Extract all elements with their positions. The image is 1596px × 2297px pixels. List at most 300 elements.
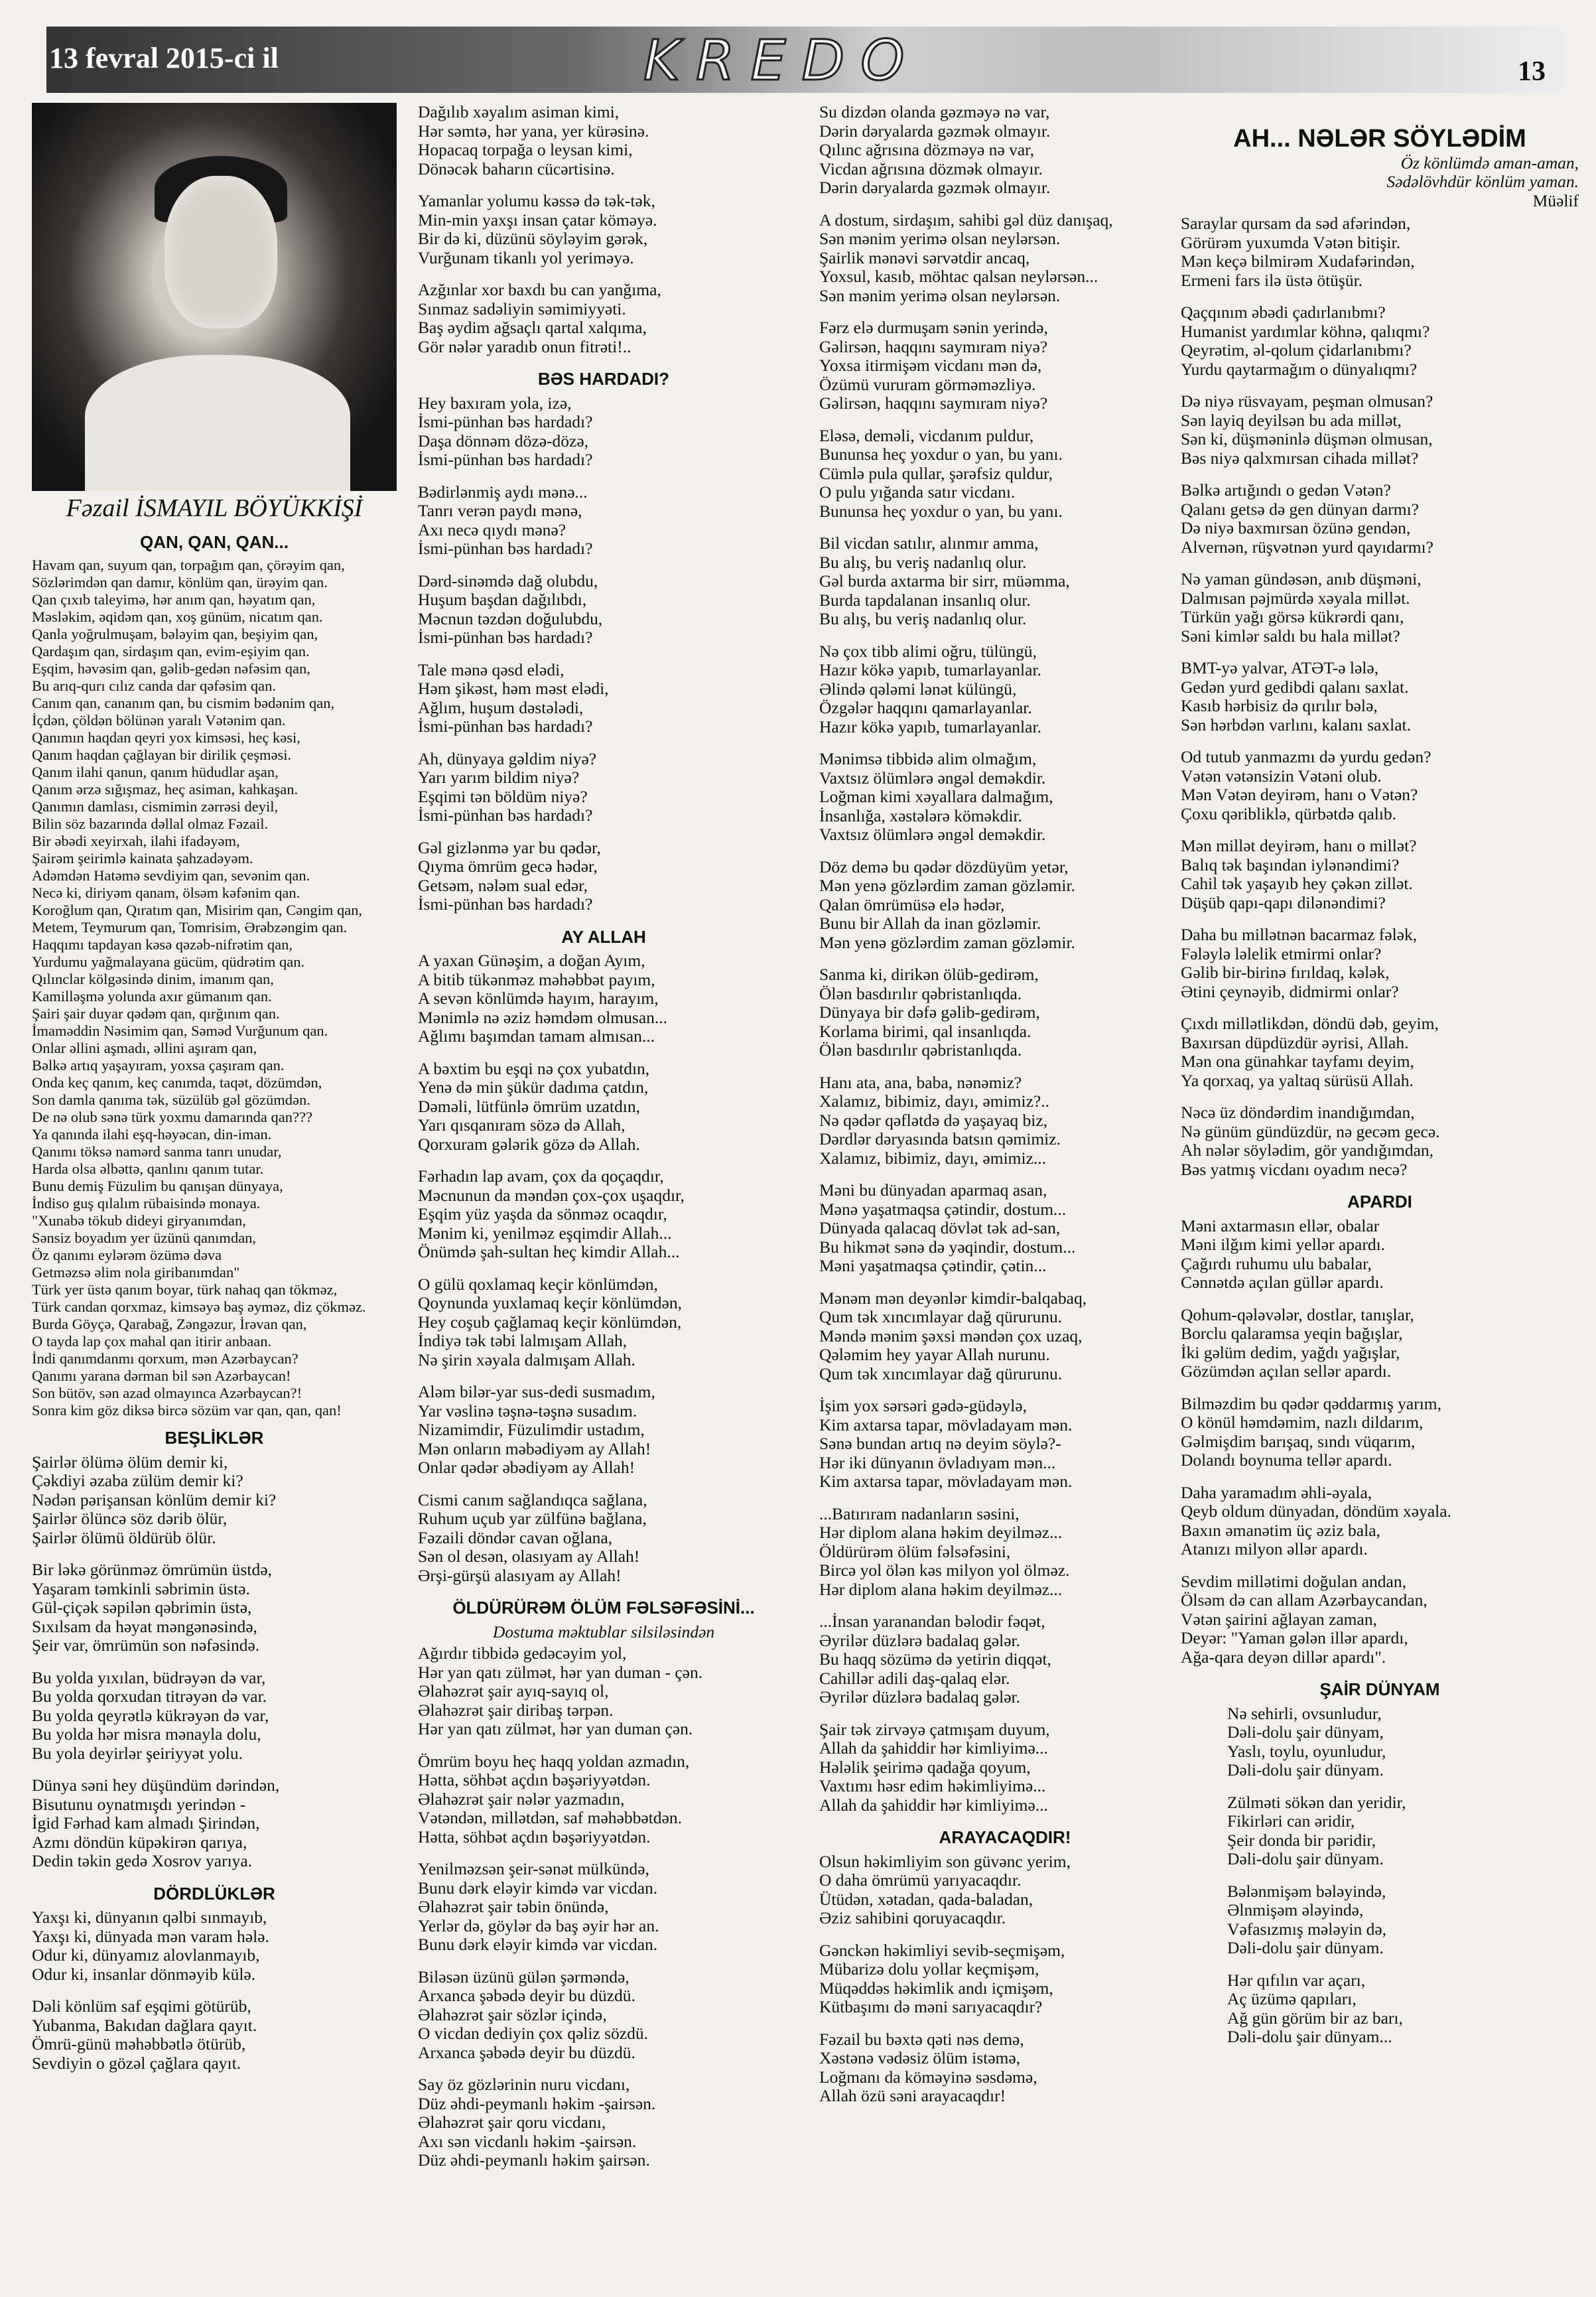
poem-line: Sanma ki, dirikən ölüb-gedirəm,	[819, 965, 1039, 984]
poem-stanza	[418, 1275, 789, 1370]
poem-line: Sonra kim göz diksə bircə sözüm var qan, qan, qan!	[32, 1402, 342, 1419]
poem-line: Cümlə pula qullar, şərəfsiz quldur,	[819, 463, 1053, 483]
poem-line: Düz əhdi-peymanlı həkim -şairsən.	[418, 2093, 656, 2113]
poem-body	[819, 1852, 1191, 2106]
poem-line: Necə ki, diriyəm qanam, ölsəm kəfənim qan.	[32, 884, 300, 901]
poem-stanza	[819, 1612, 1191, 1707]
poem-line: Vətəndən, millətdən, saf məhəbbətdən.	[418, 1808, 682, 1827]
poem-stanza	[1181, 392, 1579, 468]
poem-line: Bu yolda yıxılan, büdrəyən də var,	[32, 1667, 266, 1687]
poem-body	[418, 1644, 789, 2170]
poem-line: Yerlər də, göylər də baş əyir hər an.	[418, 1915, 659, 1935]
poem-line: Mənə yaşatmaqsa çətindir, dostum...	[819, 1199, 1067, 1219]
poem-line: Qum tək xıncımlayar dağ qürurunu.	[819, 1363, 1063, 1383]
poem-body	[418, 394, 789, 914]
poem-line: İsmi-pünhan bəs hardadı?	[418, 412, 593, 431]
poem-line: Balıq tək başından iylənəndimi?	[1181, 855, 1400, 874]
poem-line: Fəzail bu bəxtə qəti nəs demə,	[819, 2029, 1024, 2049]
poem-line: Ah, dünyaya gəldim niyə?	[418, 748, 597, 768]
poem-line: Bunu dərk eləyir kimdə var vicdan.	[418, 1878, 658, 1898]
poem-line: Də niyə rüsvayam, peşman olmusan?	[1181, 391, 1433, 411]
poem-line: Yenə də min şükür dadıma çatdın,	[418, 1078, 649, 1097]
poem-line: Sən ol desən, olasıyam ay Allah!	[418, 1547, 640, 1566]
page-number: 13	[1518, 56, 1546, 87]
poem-line: Xalamız, bibimiz, dayı, əmimiz?..	[819, 1091, 1049, 1111]
poem-line: Nə qədər qəflətdə də yaşayaq biz,	[819, 1110, 1048, 1130]
poem-line: "Xunabə tökub dideyi giryanımdan,	[32, 1212, 246, 1229]
poem-stanza	[418, 1968, 789, 2063]
poem-line: Bir əbədi xeyirxah, ilahi ifadəyəm,	[32, 833, 240, 849]
poem-stanza	[819, 103, 1191, 198]
poem-line: Say öz gözlərinin nuru vicdanı,	[418, 2075, 630, 2094]
poem-body	[1181, 1217, 1579, 1667]
poem-line: Yaxşı ki, dünyanın qəlbi sınmayıb,	[32, 1908, 267, 1927]
poem-line: Bilməzdim bu qədər qəddarmış yarım,	[1181, 1393, 1442, 1413]
poem-stanza	[819, 750, 1191, 845]
poem-line: Aç üzümə qapıları,	[1227, 1989, 1357, 2008]
poem-line: Yenilməzsən şeir-sənət mülkündə,	[418, 1859, 649, 1878]
poem-body	[32, 557, 397, 1419]
poem-line: İçdən, çöldən bölünən yaralı Vətənim qan.	[32, 712, 286, 729]
poem-line: Son damla qanıma tək, süzülüb gəl gözümdən.	[32, 1091, 310, 1108]
poem-line: Dünyaya bir dəfə gəlib-gedirəm,	[819, 1003, 1040, 1022]
poem-line: Həm şikəst, həm məst elədi,	[418, 679, 609, 698]
poem-stanza	[1181, 303, 1579, 379]
poem-line: Dərin dəryalarda gəzmək olmayır.	[819, 178, 1051, 197]
poem-line: Vaxtsız ölümlərə əngəl deməkdir.	[819, 768, 1046, 788]
poem-line: Sən hərbdən varlını, kalanı saxlat.	[1181, 715, 1411, 734]
newspaper-brand: KREDO	[643, 28, 921, 93]
poem-stanza	[819, 1181, 1191, 1276]
poem-line: O tayda lap çox mahal qan itirir anbaan.	[32, 1333, 272, 1350]
poem-line: A bəxtim bu eşqi nə çox yubatdın,	[418, 1058, 650, 1078]
poem-line: Məsləkim, əqidəm qan, xoş günüm, nicatım qan.	[32, 608, 323, 625]
poem-line: Gənckən həkimliyi sevib-seçmişəm,	[819, 1940, 1065, 1960]
poem-line: Qoynunda yuxlamaq keçir könlümdən,	[418, 1293, 682, 1312]
poem-line: Loğman kimi xəyallara dalmağım,	[819, 787, 1053, 806]
poem-line: Gəlib bir-birinə fırıldaq, kələk,	[1181, 963, 1390, 982]
poem-line: Şeir var, ömrümün son nəfəsində.	[32, 1636, 260, 1655]
column-2	[418, 103, 789, 2184]
poem-line: Bu haqq sözümə də yetirin diqqət,	[819, 1649, 1051, 1669]
poem-line: İki gəlüm dedim, yağdı yağışlar,	[1181, 1342, 1400, 1362]
poem-stanza	[418, 1644, 789, 1739]
poem-stanza	[418, 483, 789, 559]
poem-stanza	[819, 1720, 1191, 1815]
poem-line: Yoxsa itirmişəm vicdanı mən də,	[819, 356, 1042, 375]
poem-line: Ya qorxaq, ya yaltaq sürüsü Allah.	[1181, 1070, 1414, 1090]
poem-line: Özgələr haqqını qamarlayanlar.	[819, 698, 1032, 717]
poem-line: O gülü qoxlamaq keçir könlümdən,	[418, 1274, 658, 1294]
poem-line: Metem, Teymurum qan, Tomrisim, Ərəbzəngim qan.	[32, 919, 348, 936]
poem-line: Haqqımı tapdayan kəsə qəzəb-nifrətim qan,	[32, 936, 293, 953]
poem-line: Bu yolda hər misra mənayla dolu,	[32, 1724, 261, 1744]
poem-line: İndiyə tək təbi lalmışam Allah,	[418, 1331, 628, 1350]
poem-line: Qılınc ağrısına dözməyə nə var,	[819, 140, 1034, 159]
poem-line: Tale mənə qəsd elədi,	[418, 660, 565, 679]
column-1	[32, 103, 397, 2086]
poem-line: İnsanlığa, xəstələrə köməkdir.	[819, 805, 1022, 825]
poem-line: Qanım ilahi qanun, qanım hüdudlar aşan,	[32, 764, 279, 780]
poem-stanza	[418, 1860, 789, 1955]
poem-line: Görürəm yuxumda Vətən bitişir.	[1181, 232, 1400, 252]
poem-line: Ağlımı başımdan tamam almısan...	[418, 1026, 655, 1046]
poem-line: Adəmdən Hatəmə sevdiyim qan, sevənim qan.	[32, 867, 310, 884]
poem-stanza	[819, 427, 1191, 522]
poem-line: Mən onların məbədiyəm ay Allah!	[418, 1438, 651, 1458]
poem-line: Mən keçə bilmirəm Xudafərindən,	[1181, 251, 1415, 271]
poem-title: ARAYACAQDIR!	[939, 1827, 1071, 1847]
photo-shirt	[85, 355, 350, 491]
poem-line: Sıxılsam da həyat məngənəsində,	[32, 1616, 257, 1636]
poem-line: Dedin təkin gedə Xosrov yarıya.	[32, 1851, 253, 1870]
poem-line: Getməzsə əlim nola giribanımdan"	[32, 1264, 240, 1281]
poem-stanza	[1181, 570, 1579, 646]
poem-line: Əyrilər düzlərə badalaq gələr.	[819, 1687, 1021, 1706]
poem-line: Cismi canım sağlandıqca sağlana,	[418, 1490, 647, 1509]
poem-line: Qanımın damlası, cismimin zərrəsi deyil,	[32, 798, 279, 815]
poem-line: Aləm bilər-yar sus-dedi susmadım,	[418, 1382, 655, 1401]
poem-line: Çıxdı millətlikdən, döndü dəb, geyim,	[1181, 1014, 1439, 1033]
poem-line: Bəlkə artıq yaşayıram, yoxsa çaşıram qan.	[32, 1057, 285, 1074]
poem-line: İsmi-pünhan bəs hardadı?	[418, 628, 593, 647]
poem-line: Şairlik mənəvi sərvətdir ancaq,	[819, 247, 1030, 267]
poem-line: Saraylar qursam da səd afərindən,	[1181, 214, 1411, 233]
poem-line: Dəli könlüm saf eşqimi götürüb,	[32, 1996, 251, 2016]
poem-line: Burda Göyçə, Qarabağ, Zəngəzur, İrəvan qan,	[32, 1316, 307, 1332]
poem-line: Eləsə, deməli, vicdanım puldur,	[819, 425, 1034, 445]
poem-title: AY ALLAH	[561, 926, 646, 947]
poem-title: QAN, QAN, QAN...	[140, 531, 289, 552]
poem-line: Mən yenə gözlərdim zaman gözləmir.	[819, 932, 1075, 952]
poem-line: Sədəlövhdür könlüm yaman.	[1386, 172, 1579, 191]
poem-line: Sənə bundan artıq nə deyim söylə?-	[819, 1434, 1061, 1453]
poem-stanza	[32, 1453, 397, 1548]
author-photo	[32, 103, 397, 491]
poem-line: Gör nələr yaradıb onun fitrəti!..	[418, 336, 632, 356]
poem-line: Allah da şahiddir hər kimliyimə...	[819, 1795, 1048, 1815]
poem-line: Hətta, söhbət açdın bəşəriyyətdən.	[418, 1827, 651, 1846]
poem-line: Eşqim, həvəsim qan, gəlib-gedən nəfəsim qan,	[32, 660, 310, 677]
poem-line: Allah özü səni arayacaqdır!	[819, 2086, 1006, 2105]
poem-line: İsmi-pünhan bəs hardadı?	[418, 805, 593, 825]
poem-line: Dünya səni hey düşündüm dərindən,	[32, 1775, 280, 1795]
poem-line: Qılınclar kölgəsində dinim, imanım qan,	[32, 971, 274, 987]
poem-title: ŞAİR DÜNYAM	[1319, 1679, 1440, 1699]
poem-line: Məni ilğım kimi yellər apardı.	[1181, 1235, 1386, 1254]
author-name: Fəzail İSMAYIL BÖYÜKKİŞİ	[66, 494, 363, 522]
poem-line: Qan çıxıb taleyimə, hər anım qan, həyatım qan,	[32, 591, 316, 608]
poem-line: Yaşaram təmkinli səbrimin üstə.	[32, 1578, 250, 1598]
poem-line: Bisutunu oynatmışdı yerindən -	[32, 1794, 246, 1814]
poem-line: Axı sən vicdanlı həkim -şairsən.	[418, 2131, 637, 2151]
poem-line: Dünyada qalacaq dövlət tək ad-san,	[819, 1218, 1061, 1237]
poem-stanza	[1227, 1793, 1579, 1869]
poem-line: Sən mənim yerimə olsan neylərsən.	[819, 285, 1061, 305]
poem-line: Bəs yatmış vicdanı oyadım necə?	[1181, 1159, 1408, 1179]
poem-line: Qorxuram gələrik gözə də Allah.	[418, 1134, 640, 1154]
poem-line: Mübarizə dolu yollar keçmişəm,	[819, 1959, 1039, 1979]
poem-line: Azmı döndün küpəkirən qarıya,	[32, 1832, 247, 1852]
poem-line: Məcnunun da məndən çox-çox uşaqdır,	[418, 1185, 685, 1205]
poem-line: Gəl burda axtarma bir sirr, müəmma,	[819, 571, 1070, 591]
poem-line: Şairlər ölümə ölüm demir ki,	[32, 1452, 228, 1472]
poem-line: Məni axtarmasın ellər, obalar	[1181, 1216, 1380, 1235]
poem-line: Dərdlər dəryasında batsın qəmimiz.	[819, 1129, 1061, 1148]
poem-line: Ermeni fars ilə üstə ötüşür.	[1181, 270, 1363, 290]
poem-stanza	[1181, 1103, 1579, 1179]
poem-line: Cənnətdə açılan güllər apardı.	[1181, 1273, 1384, 1292]
poem-line: Mən millət deyirəm, hanı o millət?	[1181, 836, 1417, 855]
poem-stanza	[819, 858, 1191, 953]
poem-line: Şairlər ölümü öldürüb ölür.	[32, 1527, 216, 1547]
poem-line: Dönəcək baharın cücərtisinə.	[418, 159, 615, 178]
poem-line: Vurğunam tikanlı yol yeriməyə.	[418, 247, 634, 267]
poem-line: Ömrü-günü məhəbbətlə ötürüb,	[32, 2034, 246, 2053]
poem-body	[32, 1908, 397, 2073]
poem-line: Dəli-dolu şair dünyam.	[1227, 1938, 1384, 1957]
poem-line: Gedən yurd gedibdi qalanı saxlat.	[1181, 677, 1409, 697]
poem-line: Əlahəzrət şair sözlər içində,	[418, 2004, 607, 2024]
poem-line: Məndə mənim şəxsi məndən çox uzaq,	[819, 1326, 1083, 1346]
poem-line: Ağ gün görüm bir az barı,	[1227, 2008, 1403, 2028]
poem-line: Korlama birimi, qal insanlıqda.	[819, 1021, 1031, 1041]
poem-stanza	[819, 2030, 1191, 2106]
poem-line: Sən mənim yerimə olsan neylərsən.	[819, 229, 1061, 248]
poem-line: Şairlər ölüncə söz dərib ölür,	[32, 1509, 228, 1528]
poem-body	[32, 1453, 397, 1871]
poem-line: Şairi şair duyar qədəm qan, qırğınım qan.	[32, 1005, 280, 1022]
poem-line: İgid Fərhad kam almadı Şirindən,	[32, 1813, 260, 1833]
poem-line: Gəlirsən, haqqını saymıram niyə?	[819, 336, 1048, 356]
poem-line: Dəli-dolu şair dünyam,	[1227, 1722, 1384, 1742]
poem-line: Dərin dəryalarda gəzmək olmayır.	[819, 121, 1051, 141]
poem-line: Səni kimlər saldı bu hala millət?	[1181, 626, 1400, 646]
poem-line: İsmi-pünhan bəs hardadı?	[418, 450, 593, 469]
poem-line: Ölsəm də can allam Azərbaycandan,	[1181, 1590, 1428, 1610]
poem-stanza	[418, 750, 789, 825]
poem-line: Türkün yağı görsə kükrərdi qanı,	[1181, 607, 1404, 626]
poem-line: Koroğlum qan, Qıratım qan, Misirim qan, Cəngim qan,	[32, 902, 363, 918]
poem-stanza	[819, 318, 1191, 413]
poem-line: Hər diplom alana həkim deyilməz...	[819, 1523, 1063, 1542]
poem-line: Dalmısan pəjmürdə xəyala millət.	[1181, 588, 1410, 608]
poem-stanza	[418, 192, 789, 267]
poem-line: Baş əydim ağsaçlı qartal xalqıma,	[418, 318, 647, 337]
poem-line: Hey baxıram yola, izə,	[418, 393, 572, 413]
poem-stanza	[819, 642, 1191, 737]
poem-body	[819, 103, 1191, 1815]
poem-stanza	[418, 1060, 789, 1154]
poem-line: Döz demə bu qədər dözdüyüm yetər,	[819, 857, 1069, 876]
poem-stanza	[418, 394, 789, 470]
poem-line: Yurdu qaytarmağım o dünyalıqmı?	[1181, 359, 1418, 379]
issue-date: 13 fevral 2015-ci il	[49, 42, 279, 74]
poem-stanza	[1181, 926, 1579, 1001]
poem-line: BMT-yə yalvar, ATƏT-ə lələ,	[1181, 658, 1379, 677]
poem-line: Onlar qədər əbədiyəm ay Allah!	[418, 1458, 635, 1477]
poem-line: Havam qan, suyum qan, torpağım qan, çörəyim qan,	[32, 557, 345, 573]
poem-line: Məcnun təzdən doğulubdu,	[418, 608, 603, 628]
poem-stanza	[1181, 481, 1579, 557]
poem-stanza	[1181, 1572, 1579, 1667]
poem-line: Mənimlə nə əziz həmdəm olmusan...	[418, 1007, 668, 1027]
poem-title: AH... NƏLƏR SÖYLƏDİM	[1233, 125, 1526, 153]
poem-line: Hər yan qatı zülmət, hər yan duman çən.	[418, 1719, 693, 1738]
poem-line: Bu alış, bu veriş nadanlıq olur.	[819, 609, 1027, 628]
poem-line: Humanist yardımlar köhnə, qalıqmı?	[1181, 321, 1430, 341]
poem-line: Ətini çeynəyib, didmirmi onlar?	[1181, 981, 1399, 1001]
poem-line: Sənsiz boyadım yer üzünü qanımdan,	[32, 1229, 257, 1246]
poem-line: Hələlik şeirimə qadağa qoyum,	[819, 1757, 1031, 1777]
poem-line: Qardaşım qan, sirdaşım qan, evim-eşiyim qan.	[32, 643, 310, 660]
poem-line: Daşa dönnəm dözə-dözə,	[418, 431, 589, 451]
poem-line: Sevdiyin o gözəl çağlara qayıt.	[32, 2053, 241, 2073]
poem-line: Loğmanı da köməyinə səsdəmə,	[819, 2067, 1037, 2087]
poem-line: Burda tapdalanan insanlıq olur.	[819, 590, 1031, 610]
poem-line: İndi qanımdanmı qorxum, mən Azərbaycan?	[32, 1350, 299, 1367]
poem-line: Ağlım, huşum dəstələdi,	[418, 697, 584, 717]
poem-line: Qalan ömrümüsə elə hədər,	[819, 894, 1005, 914]
poem-line: Atanızı milyon əllər apardı.	[1181, 1539, 1368, 1559]
poem-stanza	[1181, 1217, 1579, 1292]
poem-line: Gəlirsən, haqqını saymıram niyə?	[819, 393, 1048, 413]
poem-line: Odur ki, dünyamız alovlanmayıb,	[32, 1945, 260, 1965]
poem-line: Yarı yarım bildim niyə?	[418, 768, 580, 787]
poem-line: Dəli-dolu şair dünyam.	[1227, 1849, 1384, 1868]
poem-line: Kasıb hərbisiz də qırılır bələ,	[1181, 696, 1378, 715]
poem-line: Yubanma, Bakıdan dağlara qayıt.	[32, 2015, 257, 2035]
poem-stanza	[32, 1561, 397, 1655]
poem-line: Fəzaili döndər cavan oğlana,	[418, 1527, 613, 1547]
poem-line: Qeyb oldum dünyadan, döndüm xəyala.	[1181, 1501, 1451, 1521]
poem-line: İndiso guş qılalım rübaisində monaya.	[32, 1195, 261, 1212]
poem-stanza	[1227, 1705, 1579, 1780]
poem-stanza	[1181, 1014, 1579, 1090]
poem-line: Ömrüm boyu heç haqq yoldan azmadın,	[418, 1751, 690, 1771]
poem-line: Çağırdı ruhumu ulu babalar,	[1181, 1253, 1372, 1273]
poem-stanza	[418, 661, 789, 736]
poem-stanza	[819, 1505, 1191, 1600]
photo-face	[165, 176, 277, 328]
poem-line: Bircə yol ölən kəs milyon yol ölməz.	[819, 1561, 1070, 1580]
poem-line: Əyrilər düzlərə badalaq gələr.	[819, 1630, 1021, 1650]
poem-line: Bununsa heç yoxdur o yan, bu yanı.	[819, 445, 1063, 464]
poem-line: Qohum-qələvələr, dostlar, tanışlar,	[1181, 1304, 1414, 1324]
poem-line: Son bütöv, sən azad olmayınca Azərbaycan?!	[32, 1385, 302, 1401]
poem-body	[418, 951, 789, 1585]
poem-line: Ruhum uçub yar zülfünə bağlana,	[418, 1509, 647, 1528]
poem-line: A sevən könlümdə hayım, harayım,	[418, 989, 659, 1008]
poem-line: Yarı qısqanıram sözə də Allah,	[418, 1115, 626, 1135]
poem-line: Sevdim millətimi doğulan andan,	[1181, 1571, 1406, 1591]
poem-line: Azğınlar xor baxdı bu can yanğıma,	[418, 280, 661, 299]
poem-line: Yoxsul, kasıb, möhtac qalsan neylərsən...	[819, 267, 1098, 286]
poem-stanza	[819, 1941, 1191, 2017]
poem-stanza	[1181, 1395, 1579, 1470]
poem-line: Arxanca şəbədə deyir bu düzdü.	[418, 1986, 635, 2005]
poem-line: Onlar əllini aşmadı, əllini aşıram qan,	[32, 1040, 257, 1056]
epigraph-signature: Müəlif	[1532, 190, 1579, 210]
poem-line: Şairəm şeirimlə kainata şahzadəyəm.	[32, 850, 253, 867]
poem-stanza	[819, 1852, 1191, 1928]
poem-line: Müqəddəs həkimlik andı içmişəm,	[819, 1978, 1053, 1998]
poem-line: O vicdan dediyin çox qəliz sözdü.	[418, 2024, 648, 2043]
poem-line: Vaxtsız ölümlərə əngəl deməkdir.	[819, 825, 1046, 844]
poem-line: Qanım haqdan çağlayan bir dirilik çeşməsi.	[32, 746, 292, 763]
poem-line: Bəs niyə qalxmırsan cihada millət?	[1181, 448, 1419, 468]
poem-line: Vətən vətənsizin Vətəni olub.	[1181, 766, 1382, 786]
poem-line: Hazır kökə yapıb, tumarlayanlar.	[819, 717, 1041, 736]
poem-line: Məni yaşatmaqsa çətindir, çətin...	[819, 1256, 1047, 1275]
poem-line: Cahillər adili daş-qalaq elər.	[819, 1668, 1010, 1688]
poem-line: Hopacaq torpağa o leysan kimi,	[418, 140, 633, 159]
poem-line: Bunu dərk eləyir kimdə var vicdan.	[418, 1935, 658, 1954]
poem-line: Nizamimdir, Füzulimdir ustadım,	[418, 1420, 645, 1439]
poem-line: İşim yox sərsəri gədə-güdəylə,	[819, 1396, 1027, 1415]
poem-stanza	[32, 1908, 397, 1984]
poem-line: Arxanca şəbədə deyir bu düzdü.	[418, 2042, 635, 2062]
poem-line: Dağılıb xəyalım asiman kimi,	[418, 102, 620, 121]
poem-line: Bil vicdan satılır, alınmır amma,	[819, 533, 1039, 553]
poem-line: Sözlərimdən qan damır, könlüm qan, ürəyim qan.	[32, 574, 328, 591]
poem-line: Huşum başdan dağılıbdı,	[418, 590, 587, 609]
column-3	[819, 103, 1191, 2119]
poem-line: Qalanı getsə də gen dünyan darmı?	[1181, 499, 1419, 519]
poem-line: Hər qıfılın var açarı,	[1227, 1970, 1366, 1990]
poem-line: Nə günüm gündüzdür, nə gecəm gecə.	[1181, 1121, 1440, 1141]
poem-line: Bunu bir Allah da inan gözləmir.	[819, 914, 1041, 933]
poem-line: Ağa-qara deyən dillər apardı".	[1181, 1647, 1386, 1667]
poem-line: Şeir donda bir pəridir,	[1227, 1830, 1376, 1850]
poem-stanza	[418, 1383, 789, 1478]
poem-body	[418, 103, 789, 356]
poem-line: Yaxşı ki, dünyada mən varam hələ.	[32, 1926, 269, 1946]
column-4	[1181, 103, 1579, 2060]
poem-line: Qanla yoğrulmuşam, bələyim qan, beşiyim qan,	[32, 626, 318, 642]
poem-line: Gül-çiçək səpilən qəbrimin üstə,	[32, 1598, 252, 1617]
poem-line: Yurdumu yağmalayana gücüm, qüdrətim qan.	[32, 953, 305, 970]
poem-line: Kim axtarsa tapar, mövladayam mən.	[819, 1472, 1073, 1491]
poem-line: Ah nələr söylədim, gör yandığımdan,	[1181, 1141, 1434, 1160]
poem-stanza	[1181, 659, 1579, 734]
poem-line: Biləsən üzünü gülən şərməndə,	[418, 1967, 630, 1986]
poem-stanza	[418, 572, 789, 648]
poem-body	[1181, 1705, 1579, 2047]
poem-stanza	[819, 1397, 1191, 1492]
poem-line: Əziz sahibini qoruyacaqdır.	[819, 1908, 1006, 1927]
poem-line: Əlnmişəm ələyində,	[1227, 1900, 1364, 1919]
poem-line: Bununsa heç yoxdur o yan, bu yanı.	[819, 501, 1063, 521]
poem-line: Düşüb qapı-qapı dilənəndimi?	[1181, 892, 1386, 912]
poem-line: Qum tək xıncımlayar dağ qürurunu.	[819, 1307, 1063, 1326]
poem-line: Bu yola deyirlər şeiriyyət yolu.	[32, 1743, 243, 1763]
poem-line: Tanrı verən paydı mənə,	[418, 501, 582, 520]
poem-line: Deyər: "Yaman gələn illər apardı,	[1181, 1628, 1408, 1647]
poem-line: Mənəm mən deyənlər kimdir-balqabaq,	[819, 1288, 1087, 1308]
poem-line: Gəl gizlənmə yar bu qədər,	[418, 837, 601, 857]
poem-stanza	[1227, 1882, 1579, 1958]
poem-stanza	[1181, 1484, 1579, 1559]
poem-title: BEŞLİKLƏR	[165, 1428, 264, 1448]
poem-title: ÖLDÜRÜRƏM ÖLÜM FƏLSƏFƏSİNİ...	[452, 1598, 755, 1618]
poem-line: Hər iki dünyanın övladıyam mən...	[819, 1452, 1056, 1472]
poem-stanza	[32, 1997, 397, 2073]
poem-line: Hey coşub çağlamaq keçir könlümdən,	[418, 1312, 682, 1332]
poem-line: Kamilləşmə yolunda axır gümanım qan.	[32, 988, 272, 1005]
poem-line: Qaçqınım əbədi çadırlanıbmı?	[1181, 303, 1386, 322]
poem-line: Nə yaman gündəsən, anıb düşməni,	[1181, 569, 1422, 589]
